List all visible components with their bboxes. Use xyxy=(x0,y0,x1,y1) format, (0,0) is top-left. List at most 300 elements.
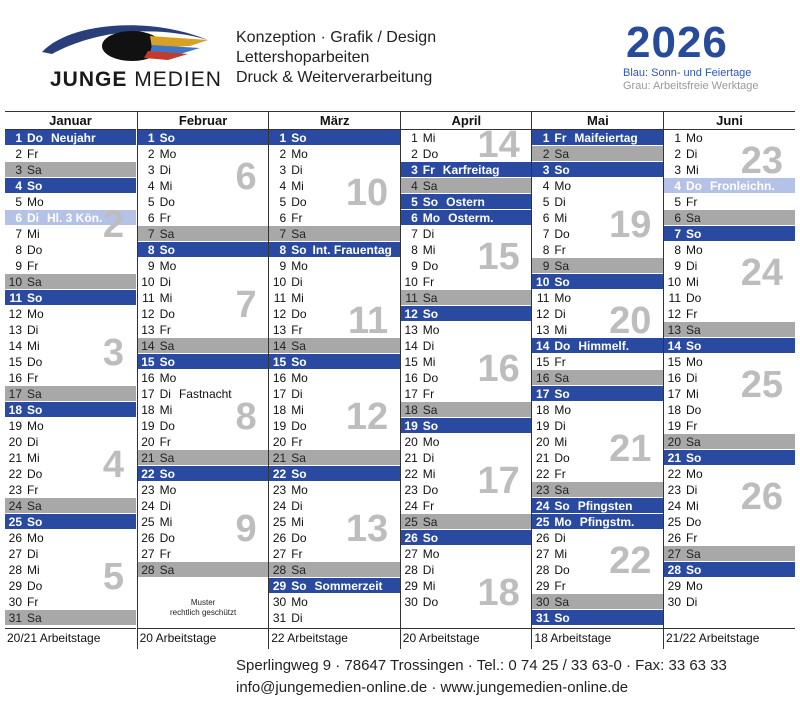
weekday: Sa xyxy=(554,371,570,385)
day-number: 5 xyxy=(542,195,550,209)
weekday: So xyxy=(27,515,43,529)
day-number: 31 xyxy=(8,611,22,625)
weekday: Mi xyxy=(686,499,699,513)
legend-blue: Blau: Sonn- und Feiertage xyxy=(623,67,752,79)
day-number: 7 xyxy=(15,227,22,241)
holiday-label: Himmelf. xyxy=(578,339,630,353)
weekday: Di xyxy=(554,307,566,321)
day-cell xyxy=(138,418,269,434)
day-number: 11 xyxy=(273,291,287,305)
day-cell xyxy=(532,178,663,194)
weekday: Mi xyxy=(291,179,304,193)
day-number: 12 xyxy=(667,307,681,321)
weekday: Mi xyxy=(686,275,699,289)
day-cell xyxy=(401,386,532,402)
week-number: 20 xyxy=(609,300,652,342)
day-cell xyxy=(532,242,663,258)
day-number: 7 xyxy=(411,227,418,241)
day-cell xyxy=(664,354,795,370)
day-number: 28 xyxy=(536,563,550,577)
week-number: 2 xyxy=(102,204,124,246)
weekday: So xyxy=(27,179,43,193)
weekday: Mi xyxy=(686,387,699,401)
weekday: Mi xyxy=(422,131,436,145)
day-number: 23 xyxy=(141,483,155,497)
day-number: 9 xyxy=(542,259,550,273)
weekday: Sa xyxy=(554,595,570,609)
day-number: 15 xyxy=(667,355,681,369)
weekday: Mi xyxy=(554,435,568,449)
day-number: 10 xyxy=(404,275,418,289)
day-cell xyxy=(664,306,795,322)
day-cell xyxy=(664,322,795,338)
month-column xyxy=(531,112,663,649)
weekday: Sa xyxy=(159,563,175,577)
holiday-label: Neujahr xyxy=(51,131,96,145)
day-cell xyxy=(401,498,532,514)
day-cell xyxy=(401,210,532,226)
day-cell xyxy=(532,194,663,210)
day-number: 30 xyxy=(536,595,550,609)
weekday: Mo xyxy=(27,531,44,545)
weekday: Sa xyxy=(686,547,701,561)
weekday: Mo xyxy=(686,131,703,145)
day-number: 27 xyxy=(8,547,22,561)
weekday: Sa xyxy=(554,259,570,273)
day-number: 16 xyxy=(272,371,287,385)
day-cell xyxy=(269,370,400,386)
day-cell xyxy=(532,386,663,402)
weekday: Di xyxy=(159,499,171,513)
week-number: 15 xyxy=(477,236,520,278)
calendar-grid xyxy=(5,111,795,649)
weekday: Sa xyxy=(159,339,175,353)
day-cell xyxy=(269,242,400,258)
weekday: So xyxy=(554,611,570,625)
day-number: 4 xyxy=(542,179,550,193)
day-cell xyxy=(138,514,269,530)
day-number: 25 xyxy=(272,515,287,529)
holiday-label: Int. Frauentag xyxy=(312,243,392,257)
day-number: 2 xyxy=(674,147,681,161)
day-cell xyxy=(138,146,269,162)
weekday: Sa xyxy=(291,339,306,353)
weekday: So xyxy=(27,291,43,305)
day-number: 13 xyxy=(8,323,22,337)
weekday: Di xyxy=(686,147,698,161)
week-number: 9 xyxy=(235,508,257,550)
day-cell xyxy=(5,498,136,514)
day-cell xyxy=(664,530,795,546)
weekday: Di xyxy=(554,419,566,433)
day-cell xyxy=(5,306,136,322)
day-cell xyxy=(5,274,136,290)
day-cell xyxy=(269,466,400,482)
weekday: Sa xyxy=(554,483,570,497)
day-number: 9 xyxy=(15,259,22,273)
month-name: Februar xyxy=(138,112,269,130)
month-column xyxy=(400,112,532,649)
day-number: 29 xyxy=(272,579,287,593)
day-number: 24 xyxy=(8,499,22,513)
month-name: Januar xyxy=(5,112,136,130)
day-cell xyxy=(138,338,269,354)
day-cell xyxy=(5,370,136,386)
day-cell xyxy=(664,274,795,290)
day-number: 30 xyxy=(8,595,22,609)
weekday: Mi xyxy=(422,355,436,369)
weekday: So xyxy=(159,131,175,145)
day-number: 21 xyxy=(272,451,287,465)
day-cell xyxy=(401,290,532,306)
day-number: 11 xyxy=(668,291,681,305)
day-cell xyxy=(401,402,532,418)
day-cell xyxy=(664,338,795,354)
day-cell xyxy=(269,274,400,290)
day-number: 16 xyxy=(141,371,155,385)
day-cell xyxy=(138,226,269,242)
day-cell xyxy=(138,258,269,274)
weekday: Mi xyxy=(159,403,173,417)
day-number: 3 xyxy=(411,163,418,177)
day-number: 18 xyxy=(141,403,155,417)
day-number: 13 xyxy=(536,323,550,337)
day-cell xyxy=(5,594,136,610)
day-number: 31 xyxy=(536,611,550,625)
day-cell xyxy=(5,146,136,162)
day-cell xyxy=(532,226,663,242)
workdays-count: 20 Arbeitstage xyxy=(401,628,532,646)
day-number: 20 xyxy=(141,435,155,449)
day-cell xyxy=(532,290,663,306)
day-number: 12 xyxy=(8,307,22,321)
day-number: 20 xyxy=(667,435,681,449)
week-number: 22 xyxy=(609,540,652,582)
weekday: Do xyxy=(27,467,43,481)
day-number: 4 xyxy=(411,179,418,193)
weekday: Do xyxy=(422,483,439,497)
weekday: Fr xyxy=(554,131,567,145)
weekday: Mo xyxy=(291,147,308,161)
weekday: Mo xyxy=(686,355,703,369)
weekday: So xyxy=(422,307,439,321)
header xyxy=(0,0,800,108)
day-cell xyxy=(401,130,532,146)
day-cell xyxy=(269,386,400,402)
weekday: Mi xyxy=(554,211,568,225)
workdays-count: 21/22 Arbeitstage xyxy=(664,628,795,646)
day-cell xyxy=(401,258,532,274)
weekday: So xyxy=(291,355,307,369)
weekday: Di xyxy=(686,259,698,273)
day-cell xyxy=(532,434,663,450)
day-number: 30 xyxy=(667,595,681,609)
weekday: Sa xyxy=(291,227,306,241)
week-number: 13 xyxy=(345,508,389,550)
weekday: Di xyxy=(686,371,698,385)
day-cell xyxy=(532,146,663,162)
day-number: 9 xyxy=(411,259,418,273)
day-number: 24 xyxy=(536,499,550,513)
weekday: Mo xyxy=(27,195,44,209)
weekday: Mo xyxy=(291,483,308,497)
weekday: Mo xyxy=(159,147,177,161)
weekday: Fr xyxy=(554,243,566,257)
day-number: 20 xyxy=(8,435,22,449)
holiday-label: Fronleichn. xyxy=(710,179,775,193)
weekday: Do xyxy=(422,595,439,609)
weekday: Di xyxy=(159,275,171,289)
day-number: 15 xyxy=(404,355,418,369)
day-number: 28 xyxy=(667,563,681,577)
weekday: Mo xyxy=(422,323,440,337)
day-cell xyxy=(138,290,269,306)
day-cell xyxy=(269,226,400,242)
weekday: Sa xyxy=(686,435,701,449)
day-number: 14 xyxy=(536,339,550,353)
weekday: Fr xyxy=(686,195,698,209)
weekday: Fr xyxy=(27,483,39,497)
day-cell xyxy=(5,338,136,354)
day-number: 11 xyxy=(142,291,155,305)
day-number: 29 xyxy=(404,579,418,593)
day-number: 2 xyxy=(411,147,418,161)
weekday: So xyxy=(291,579,307,593)
day-cell xyxy=(664,514,795,530)
weekday: Di xyxy=(554,531,566,545)
day-number: 22 xyxy=(8,467,22,481)
weekday: Do xyxy=(422,147,439,161)
week-number: 8 xyxy=(235,396,257,438)
day-cell xyxy=(269,578,400,594)
weekday: Do xyxy=(159,419,175,433)
day-number: 6 xyxy=(15,211,22,225)
holiday-label: Pfingsten xyxy=(577,499,633,513)
day-number: 27 xyxy=(272,547,287,561)
weekday: Mo xyxy=(27,419,44,433)
week-number: 17 xyxy=(477,460,520,502)
empty-day-cell xyxy=(664,610,795,626)
weekday: Do xyxy=(27,355,43,369)
workdays-count: 18 Arbeitstage xyxy=(532,628,663,646)
weekday: Do xyxy=(291,195,307,209)
day-number: 1 xyxy=(411,131,418,145)
holiday-label: Fastnacht xyxy=(178,387,232,401)
weekday: Di xyxy=(554,195,566,209)
day-cell xyxy=(401,226,532,242)
service-item: Druck & Weiterverarbeitung xyxy=(236,69,433,86)
workdays-count: 22 Arbeitstage xyxy=(269,628,400,646)
weekday: Di xyxy=(422,451,435,465)
day-number: 22 xyxy=(536,467,550,481)
weekday: Do xyxy=(686,403,702,417)
weekday: Di xyxy=(422,339,435,353)
day-number: 25 xyxy=(404,515,418,529)
day-number: 17 xyxy=(404,387,418,401)
day-cell xyxy=(664,258,795,274)
weekday: Do xyxy=(291,307,307,321)
day-cell xyxy=(269,258,400,274)
day-number: 7 xyxy=(542,227,550,241)
weekday: Fr xyxy=(27,595,39,609)
day-cell xyxy=(664,226,795,242)
day-number: 27 xyxy=(404,547,418,561)
week-number: 26 xyxy=(740,476,783,518)
day-cell xyxy=(269,610,400,626)
day-number: 19 xyxy=(8,419,22,433)
day-number: 3 xyxy=(542,163,550,177)
day-number: 14 xyxy=(272,339,287,353)
day-number: 14 xyxy=(8,339,22,353)
weekday: Sa xyxy=(291,451,306,465)
weekday: Fr xyxy=(686,419,698,433)
day-cell xyxy=(138,546,269,562)
day-number: 5 xyxy=(411,195,418,209)
week-number: 19 xyxy=(609,204,652,246)
weekday: Do xyxy=(159,531,175,545)
day-number: 7 xyxy=(674,227,681,241)
day-cell xyxy=(138,354,269,370)
weekday: Mi xyxy=(291,291,304,305)
day-number: 16 xyxy=(536,371,550,385)
day-number: 1 xyxy=(147,131,155,145)
day-number: 3 xyxy=(674,163,681,177)
day-number: 21 xyxy=(404,451,418,465)
weekday: Do xyxy=(291,531,307,545)
day-cell xyxy=(532,450,663,466)
day-number: 12 xyxy=(404,307,418,321)
holiday-label: Ostern xyxy=(446,195,485,209)
day-number: 10 xyxy=(536,275,550,289)
weekday: Mi xyxy=(291,403,304,417)
weekday: Di xyxy=(159,163,171,177)
weekday: Mi xyxy=(291,515,304,529)
day-number: 13 xyxy=(272,323,287,337)
weekday: Sa xyxy=(27,387,42,401)
day-number: 23 xyxy=(667,483,681,497)
weekday: So xyxy=(27,403,43,417)
day-cell xyxy=(269,322,400,338)
week-number: 6 xyxy=(235,156,257,198)
day-cell xyxy=(401,194,532,210)
day-cell xyxy=(5,386,136,402)
weekday: Mi xyxy=(159,515,173,529)
day-cell xyxy=(401,578,532,594)
day-number: 19 xyxy=(404,419,418,433)
weekday: Mi xyxy=(27,227,40,241)
day-number: 2 xyxy=(147,147,155,161)
weekday: Fr xyxy=(159,547,171,561)
weekday: Sa xyxy=(422,179,438,193)
weekday: Do xyxy=(422,259,439,273)
weekday: Di xyxy=(686,595,698,609)
day-cell xyxy=(532,498,663,514)
day-number: 24 xyxy=(141,499,155,513)
weekday: Fr xyxy=(27,147,39,161)
day-number: 1 xyxy=(279,131,287,145)
day-number: 18 xyxy=(8,403,22,417)
weekday: Fr xyxy=(686,531,698,545)
day-cell xyxy=(5,194,136,210)
weekday: Sa xyxy=(27,163,42,177)
day-cell xyxy=(664,210,795,226)
day-number: 8 xyxy=(674,243,681,257)
day-cell xyxy=(664,562,795,578)
weekday: Fr xyxy=(27,259,39,273)
day-cell xyxy=(532,130,663,146)
day-number: 26 xyxy=(272,531,287,545)
weekday: Fr xyxy=(159,211,171,225)
eye-logo-icon xyxy=(40,18,210,68)
day-number: 28 xyxy=(8,563,22,577)
weekday: Mi xyxy=(422,579,436,593)
day-cell xyxy=(5,546,136,562)
day-cell xyxy=(532,306,663,322)
day-number: 13 xyxy=(141,323,155,337)
weekday: Do xyxy=(554,339,571,353)
day-number: 26 xyxy=(667,531,681,545)
day-cell xyxy=(532,562,663,578)
day-number: 14 xyxy=(141,339,155,353)
day-cell xyxy=(5,434,136,450)
weekday: So xyxy=(554,275,570,289)
weekday: Fr xyxy=(291,547,303,561)
day-number: 27 xyxy=(141,547,155,561)
day-cell xyxy=(664,386,795,402)
day-cell xyxy=(5,530,136,546)
day-number: 8 xyxy=(411,243,418,257)
weekday: Do xyxy=(159,195,175,209)
day-cell xyxy=(664,290,795,306)
weekday: Mo xyxy=(291,371,308,385)
footer-contact: info@jungemedien-online.de · www.jungemedien-online.de xyxy=(236,679,629,696)
day-number: 26 xyxy=(536,531,550,545)
day-cell xyxy=(664,178,795,194)
day-cell xyxy=(664,546,795,562)
week-number: 7 xyxy=(235,284,257,326)
weekday: Mo xyxy=(554,515,572,529)
day-number: 24 xyxy=(272,499,287,513)
month-name: März xyxy=(269,112,400,130)
day-cell xyxy=(401,370,532,386)
weekday: Fr xyxy=(554,467,566,481)
weekday: So xyxy=(686,227,702,241)
day-cell xyxy=(532,210,663,226)
day-cell xyxy=(401,562,532,578)
day-cell xyxy=(138,162,269,178)
day-cell xyxy=(401,466,532,482)
day-cell xyxy=(5,162,136,178)
day-cell xyxy=(5,578,136,594)
day-number: 17 xyxy=(8,387,22,401)
weekday: Fr xyxy=(291,211,303,225)
weekday: Fr xyxy=(422,499,435,513)
weekday: Mo xyxy=(422,211,441,225)
day-number: 24 xyxy=(667,499,681,513)
day-cell xyxy=(532,322,663,338)
weekday: Mi xyxy=(422,467,436,481)
day-cell xyxy=(401,274,532,290)
day-cell xyxy=(401,242,532,258)
day-number: 22 xyxy=(667,467,681,481)
day-cell xyxy=(269,210,400,226)
day-cell xyxy=(138,434,269,450)
sample-note-line: Muster xyxy=(190,598,216,607)
day-cell xyxy=(269,338,400,354)
week-number: 23 xyxy=(740,140,783,182)
day-cell xyxy=(532,594,663,610)
weekday: Do xyxy=(686,179,702,193)
